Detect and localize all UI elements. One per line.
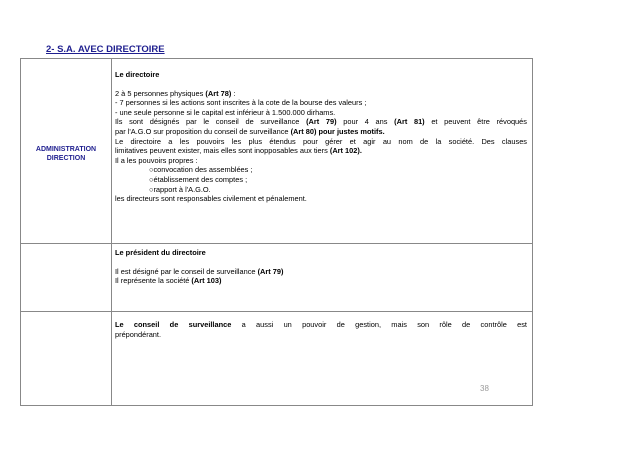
page-number: 38 (480, 384, 489, 393)
row-divider (21, 311, 532, 312)
text-line: prépondérant. (115, 329, 162, 339)
text-line: limitatives peuvent exister, mais elles sont inopposables aux tiers (Art 102). (115, 146, 362, 156)
text-line: 2 à 5 personnes physiques (Art 78) : (115, 88, 236, 98)
section-heading: 2- S.A. AVEC DIRECTOIRE (46, 44, 165, 55)
left-label-line: DIRECTION (46, 155, 86, 162)
text-line: - une seule personne si le capital est inférieur à 1.500.000 dirhams. (115, 107, 336, 117)
text-line: Il est désigné par le conseil de surveillance (Art 79) (115, 266, 284, 276)
directoire-title: Le directoire (115, 70, 160, 79)
content-table (20, 58, 533, 406)
column-divider (111, 59, 112, 405)
text-line: Il représente la société (Art 103) (115, 276, 222, 286)
row-divider (21, 243, 532, 244)
text-line: Il a les pouvoirs propres : (115, 155, 198, 165)
text-line: Le directoire a les pouvoirs les plus étendus pour gérer et agir au nom de la société. Des clauses (115, 136, 527, 146)
president-title: Le président du directoire (115, 248, 206, 257)
bullet-item: ○convocation des assemblées ; (149, 165, 253, 175)
left-label (21, 145, 111, 163)
text-line: par l'A.G.O sur proposition du conseil de surveillance (Art 80) pour justes motifs. (115, 126, 385, 136)
left-label-line: ADMINISTRATION (35, 146, 97, 153)
text-line: Le conseil de surveillance a aussi un pouvoir de gestion, mais son rôle de contrôle est (115, 320, 527, 329)
president-cell (115, 248, 527, 286)
bullet-item: ○rapport à l'A.G.O. (149, 184, 211, 194)
text-line: Ils sont désignés par le conseil de surveillance (Art 79) pour 4 ans (Art 81) et peuvent être révoqués (115, 117, 527, 127)
text-line: les directeurs sont responsables civilement et pénalement. (115, 194, 307, 204)
text-line: - 7 personnes si les actions sont inscrites à la cote de la bourse des valeurs ; (115, 98, 367, 108)
directoire-cell (115, 70, 527, 204)
bullet-item: ○établissement des comptes ; (149, 174, 248, 184)
conseil-cell (115, 320, 527, 339)
